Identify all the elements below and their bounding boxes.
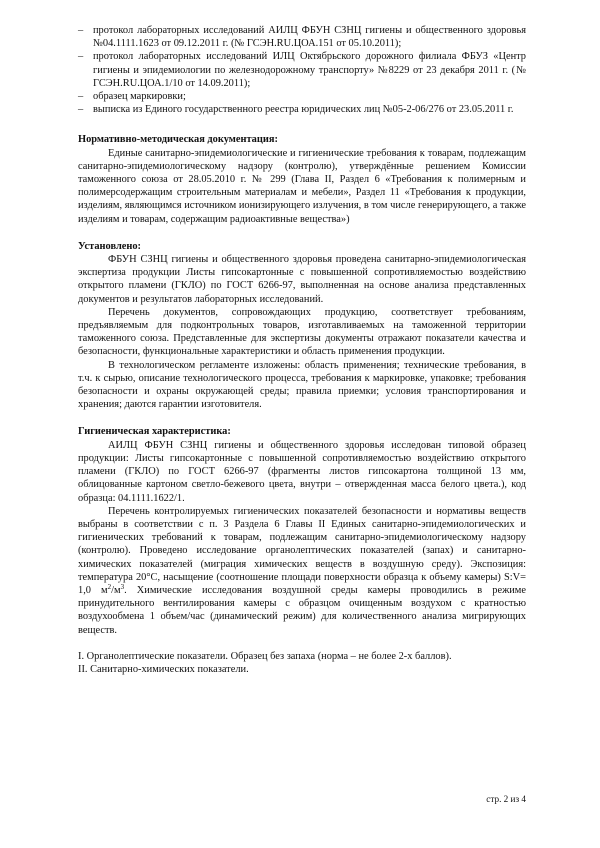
normative-text: Единые санитарно-эпидемиологические и гигиенические требования к товарам, подлежащим санитарно-эпидемиологическому надзору (контролю), утверждённые решением Комиссии таможенного союза от 28.05.2010 г. № 299 (Глава II, Раздел 6 «Требования к полимерным и полимерсодержащим строительным материалам и мебели», Раздел 11 «Требования к продукции, изделиям, являющимся источником ионизирующего излучения, в том числе генерирующего, а также изделиям и товарам, содержащим радиоактивные вещества») [78, 147, 526, 225]
list-item-text: образец маркировки; [93, 91, 186, 103]
established-paragraph: В технологическом регламенте изложены: область применения; технические требования, в т.ч. к сырью, описание технологического процесса, требования к маркировке, упаковке; требования безопасности и охраны окружающей среды; правила приемки; условия транспортирования и хранения; даются гарантии изготовителя. [78, 359, 526, 411]
list-item [78, 24, 526, 50]
hygienic-heading: Гигиеническая характеристика: [78, 426, 231, 438]
hygienic-text-c: . Химические исследования воздушной среды камеры проводились в режиме принудительного вентилирования камеры с образцом очищенным воздухом с кратностью воздухообмена 1 объем/час (динамический режим) для количественного анализа мигрирующих веществ. [78, 584, 526, 636]
list-item [78, 103, 526, 116]
attachments-list [78, 24, 526, 116]
hygienic-paragraph [78, 505, 526, 637]
superscript: 2 [107, 582, 112, 591]
list-item-text: выписка из Единого государственного реестра юридических лиц №05-2-06/276 от 23.05.2011 г. [93, 104, 514, 116]
normative-heading: Нормативно-методическая документация: [78, 134, 278, 146]
list-item-text: протокол лабораторных исследований ИЛЦ Октябрьского дорожного филиала ФБУЗ «Центр гигиены и эпидемиологии по железнодорожному транспорту» №8229 от 23 декабря 2011 г. (№ ГСЭН.RU.ЦОА.1/10 от 14.09.2011); [93, 51, 526, 89]
list-dash: – [78, 51, 84, 63]
document-page [78, 24, 526, 676]
list-dash: – [78, 91, 84, 103]
indicator-line: I. Органолептические показатели. Образец без запаха (норма – не более 2-х баллов). [78, 650, 452, 662]
established-heading: Установлено: [78, 240, 142, 252]
list-item [78, 90, 526, 103]
established-paragraph: ФБУН СЗНЦ гигиены и общественного здоровья проведена санитарно-эпидемиологическая экспертиза продукции Листы гипсокартонные с повышенной сопротивляемостью воздействию открытого пламени (ГКЛО) по ГОСТ 6266-97, выполненная на основе анализа представленных документов и результатов лабораторных исследований. [78, 254, 526, 305]
hygienic-paragraph: АИЛЦ ФБУН СЗНЦ гигиены и общественного здоровья исследован типовой образец продукции: Листы гипсокартонные с повышенной сопротивляемостью воздействию открытого пламени (ГКЛО) по ГОСТ 6266-97 (фрагменты листов гипсокартона толщиной 13 мм, облицованные картоном светло-бежевого цвета, внутри – отвержденная масса белого цвета.), код образца: 04.1111.1622/1. [78, 439, 526, 504]
indicator-line: II. Санитарно-химических показатели. [78, 663, 249, 675]
hygienic-text-b: /м [111, 584, 121, 596]
list-item [78, 50, 526, 90]
list-dash: – [78, 25, 84, 36]
superscript: 3 [120, 582, 125, 591]
list-dash: – [78, 104, 84, 116]
list-item-text: протокол лабораторных исследований АИЛЦ ФБУН СЗНЦ гигиены и общественного здоровья №04.1111.1623 от 09.12.2011 г. (№ ГСЭН.RU.ЦОА.151 от 05.10.2011); [93, 25, 526, 50]
hygienic-text-a: Перечень контролируемых гигиенических показателей безопасности и нормативы веществ выбраны в соответствии с п. 3 Раздела 6 Главы II Единых санитарно-эпидемиологических и гигиенических требований к товарам, подлежащим санитарно-эпидемиологическому надзору (контролю). Проведено исследование органолептических показателей (запах) и санитарно-химических показателей (миграция химических веществ в воздушную среду). Экспозиция: температура 20°С, насыщение (соотношение площади поверхности образца к объему камеры) S:V= 1,0 м [78, 505, 526, 596]
established-paragraph: Перечень документов, сопровождающих продукцию, соответствует требованиям, предъявляемым для подконтрольных товаров, изготавливаемых на таможенной территории таможенного союза. Представленные для экспертизы документы отражают показатели качества и безопасности, функциональные характеристики и область применения продукции. [78, 306, 526, 358]
page-number: стр. 2 из 4 [486, 794, 526, 804]
